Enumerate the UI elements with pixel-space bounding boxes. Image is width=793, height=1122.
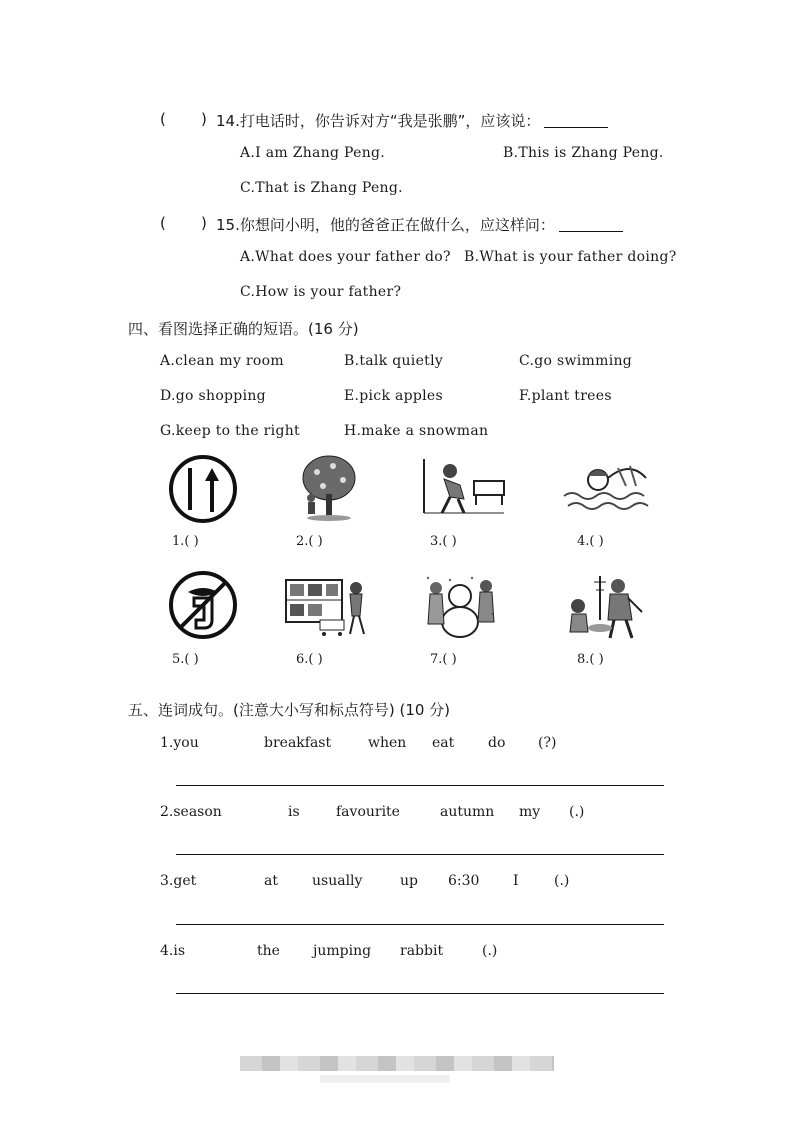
row1-punctuation: (?) (538, 735, 557, 751)
blurred-footer-sub (320, 1075, 450, 1083)
q15-paren-open: ( (160, 214, 166, 232)
phrase-f: F.plant trees (519, 388, 612, 404)
shopping-picture (284, 576, 370, 638)
phrase-e: E.pick apples (344, 388, 444, 404)
row2-word: 2.season (160, 804, 222, 820)
apple-tree-picture (293, 452, 363, 522)
phrase-c: C.go swimming (519, 353, 633, 369)
q14-answer-blank[interactable] (544, 113, 608, 128)
blurred-footer (240, 1056, 554, 1071)
row2-word: is (288, 804, 300, 820)
section5-title: 五、连词成句。(注意大小写和标点符号) (10 分) (128, 701, 451, 719)
picture-caption-8: 8.( ) (577, 652, 604, 667)
clean-room-picture (420, 455, 506, 519)
picture-caption-3: 3.( ) (430, 534, 457, 549)
row1-word: 1.you (160, 735, 199, 751)
phrase-g: G.keep to the right (160, 423, 300, 439)
answer-line-3[interactable] (176, 924, 664, 925)
q14-option-a: A.I am Zhang Peng. (240, 145, 386, 161)
picture-caption-7: 7.( ) (430, 652, 457, 667)
q14-paren-close: ) (201, 110, 207, 128)
row4-word: jumping (313, 943, 372, 959)
q15-text: 15.你想问小明，他的爸爸正在做什么，应这样问： (216, 214, 623, 235)
q15-paren-close: ) (201, 214, 207, 232)
row3-word: usually (312, 873, 363, 889)
q14-text: 14.打电话时，你告诉对方“我是张鹏”，应该说： (216, 110, 608, 131)
quiet-sign-picture (168, 570, 238, 640)
answer-line-2[interactable] (176, 854, 664, 855)
row4-word: the (257, 943, 280, 959)
section4-title: 四、看图选择正确的短语。(16 分) (128, 320, 359, 338)
picture-caption-2: 2.( ) (296, 534, 323, 549)
q14-option-c: C.That is Zhang Peng. (240, 180, 403, 196)
row1-word: eat (432, 735, 455, 751)
picture-caption-6: 6.( ) (296, 652, 323, 667)
row3-word: up (400, 873, 418, 889)
q15-option-a: A.What does your father do? (240, 249, 451, 265)
phrase-d: D.go shopping (160, 388, 266, 404)
q15-option-b: B.What is your father doing? (464, 249, 677, 265)
answer-line-1[interactable] (176, 785, 664, 786)
row2-punctuation: (.) (569, 804, 585, 820)
row3-word: I (513, 873, 519, 889)
q14-paren-open: ( (160, 110, 166, 128)
row3-punctuation: (.) (554, 873, 570, 889)
row1-word: breakfast (264, 735, 332, 751)
q14-option-b: B.This is Zhang Peng. (503, 145, 664, 161)
picture-caption-1: 1.( ) (172, 534, 199, 549)
row1-word: when (368, 735, 407, 751)
row2-word: my (519, 804, 541, 820)
row3-word: 6:30 (448, 873, 480, 889)
row4-punctuation: (.) (482, 943, 498, 959)
row3-word: 3.get (160, 873, 197, 889)
row1-word: do (488, 735, 506, 751)
row2-word: autumn (440, 804, 495, 820)
swimming-picture (560, 456, 654, 518)
answer-line-4[interactable] (176, 993, 664, 994)
row2-word: favourite (336, 804, 400, 820)
row4-word: 4.is (160, 943, 186, 959)
q15-option-c: C.How is your father? (240, 284, 402, 300)
picture-caption-5: 5.( ) (172, 652, 199, 667)
phrase-a: A.clean my room (160, 353, 284, 369)
plant-trees-picture (566, 572, 646, 642)
picture-caption-4: 4.( ) (577, 534, 604, 549)
keep-right-sign-picture (168, 454, 238, 524)
snowman-picture (422, 574, 498, 640)
row4-word: rabbit (400, 943, 444, 959)
q15-answer-blank[interactable] (559, 217, 623, 232)
phrase-b: B.talk quietly (344, 353, 444, 369)
row3-word: at (264, 873, 278, 889)
phrase-h: H.make a snowman (344, 423, 489, 439)
